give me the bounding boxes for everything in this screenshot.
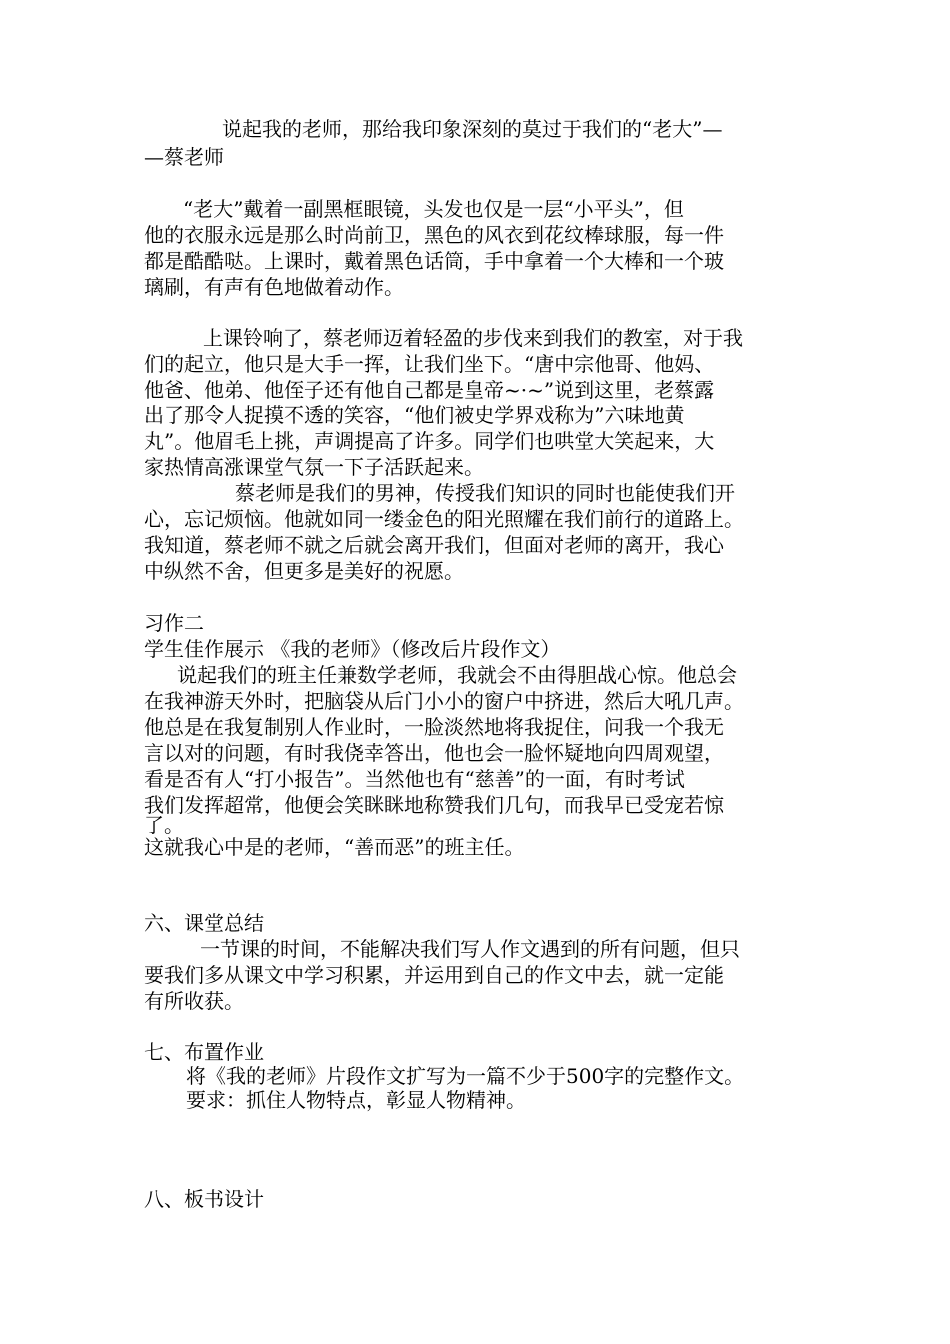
text-line: 蔡老师是我们的男神，传授我们知识的同时也能使我们开	[235, 481, 735, 505]
text-line: 说起我们的班主任兼数学老师，我就会不由得胆战心惊。他总会	[177, 663, 737, 687]
text-line: “老大”戴着一副黑框眼镜，头发也仅是一层“小平头”，但	[183, 197, 684, 221]
text-line: 了。	[144, 813, 184, 837]
text-line: 言以对的问题，有时我侥幸答出，他也会一脸怀疑地向四周观望，	[144, 741, 724, 765]
text-line: 他总是在我复制别人作业时，一脸淡然地将我捉住，问我一个我无	[144, 715, 724, 739]
text-line: 说起我的老师，那给我印象深刻的莫过于我们的“老大”—	[222, 117, 723, 141]
text-line: 中纵然不舍，但更多是美好的祝愿。	[144, 559, 464, 583]
text-line: 我们发挥超常，他便会笑眯眯地称赞我们几句，而我早已受宠若惊	[144, 793, 724, 817]
text-line: 要我们多从课文中学习积累，并运用到自己的作文中去，就一定能	[144, 963, 724, 987]
text-line: 要求：抓住人物特点，彰显人物精神。	[186, 1088, 526, 1112]
section-heading: 习作二	[144, 611, 204, 635]
text-line: 丸”。他眉毛上挑，声调提高了许多。同学们也哄堂大笑起来，大	[144, 429, 715, 453]
text-line: 心，忘记烦恼。他就如同一缕金色的阳光照耀在我们前行的道路上。	[144, 507, 744, 531]
text-line: 在我神游天外时，把脑袋从后门小小的窗户中挤进，然后大吼几声。	[144, 689, 744, 713]
text-line: 将《我的老师》片段作文扩写为一篇不少于500字的完整作文。	[186, 1064, 745, 1088]
text-line: 们的起立，他只是大手一挥，让我们坐下。“唐中宗他哥、他妈、	[144, 352, 715, 376]
text-line: 有所收获。	[144, 989, 244, 1013]
text-line: 他的衣服永远是那么时尚前卫，黑色的风衣到花纹棒球服，每一件	[144, 223, 724, 247]
text-line: 这就我心中是的老师，“善而恶”的班主任。	[144, 835, 525, 859]
text-line: 出了那令人捉摸不透的笑容，“他们被史学界戏称为”六味地黄	[144, 403, 685, 427]
text-line: 都是酷酷哒。上课时，戴着黑色话筒，手中拿着一个大棒和一个玻	[144, 249, 724, 273]
section-heading: 六、课堂总结	[144, 911, 264, 935]
text-line: 家热情高涨课堂气氛一下子活跃起来。	[144, 455, 484, 479]
text-line: 璃刷，有声有色地做着动作。	[144, 275, 404, 299]
text-line: 我知道，蔡老师不就之后就会离开我们，但面对老师的离开，我心	[144, 533, 724, 557]
text-line: 他爸、他弟、他侄子还有他自己都是皇帝~·~”说到这里，老蔡露	[144, 378, 715, 402]
text-line: 上课铃响了，蔡老师迈着轻盈的步伐来到我们的教室，对于我	[203, 326, 743, 350]
text-line: 一节课的时间，不能解决我们写人作文遇到的所有问题，但只	[200, 937, 740, 961]
section-heading: 八、板书设计	[144, 1187, 264, 1211]
section-heading: 七、布置作业	[144, 1040, 264, 1064]
text-line: 学生佳作展示 《我的老师》（修改后片段作文）	[144, 637, 561, 661]
text-line: —蔡老师	[144, 145, 224, 169]
text-line: 看是否有人“打小报告”。当然他也有“慈善”的一面，有时考试	[144, 767, 685, 791]
